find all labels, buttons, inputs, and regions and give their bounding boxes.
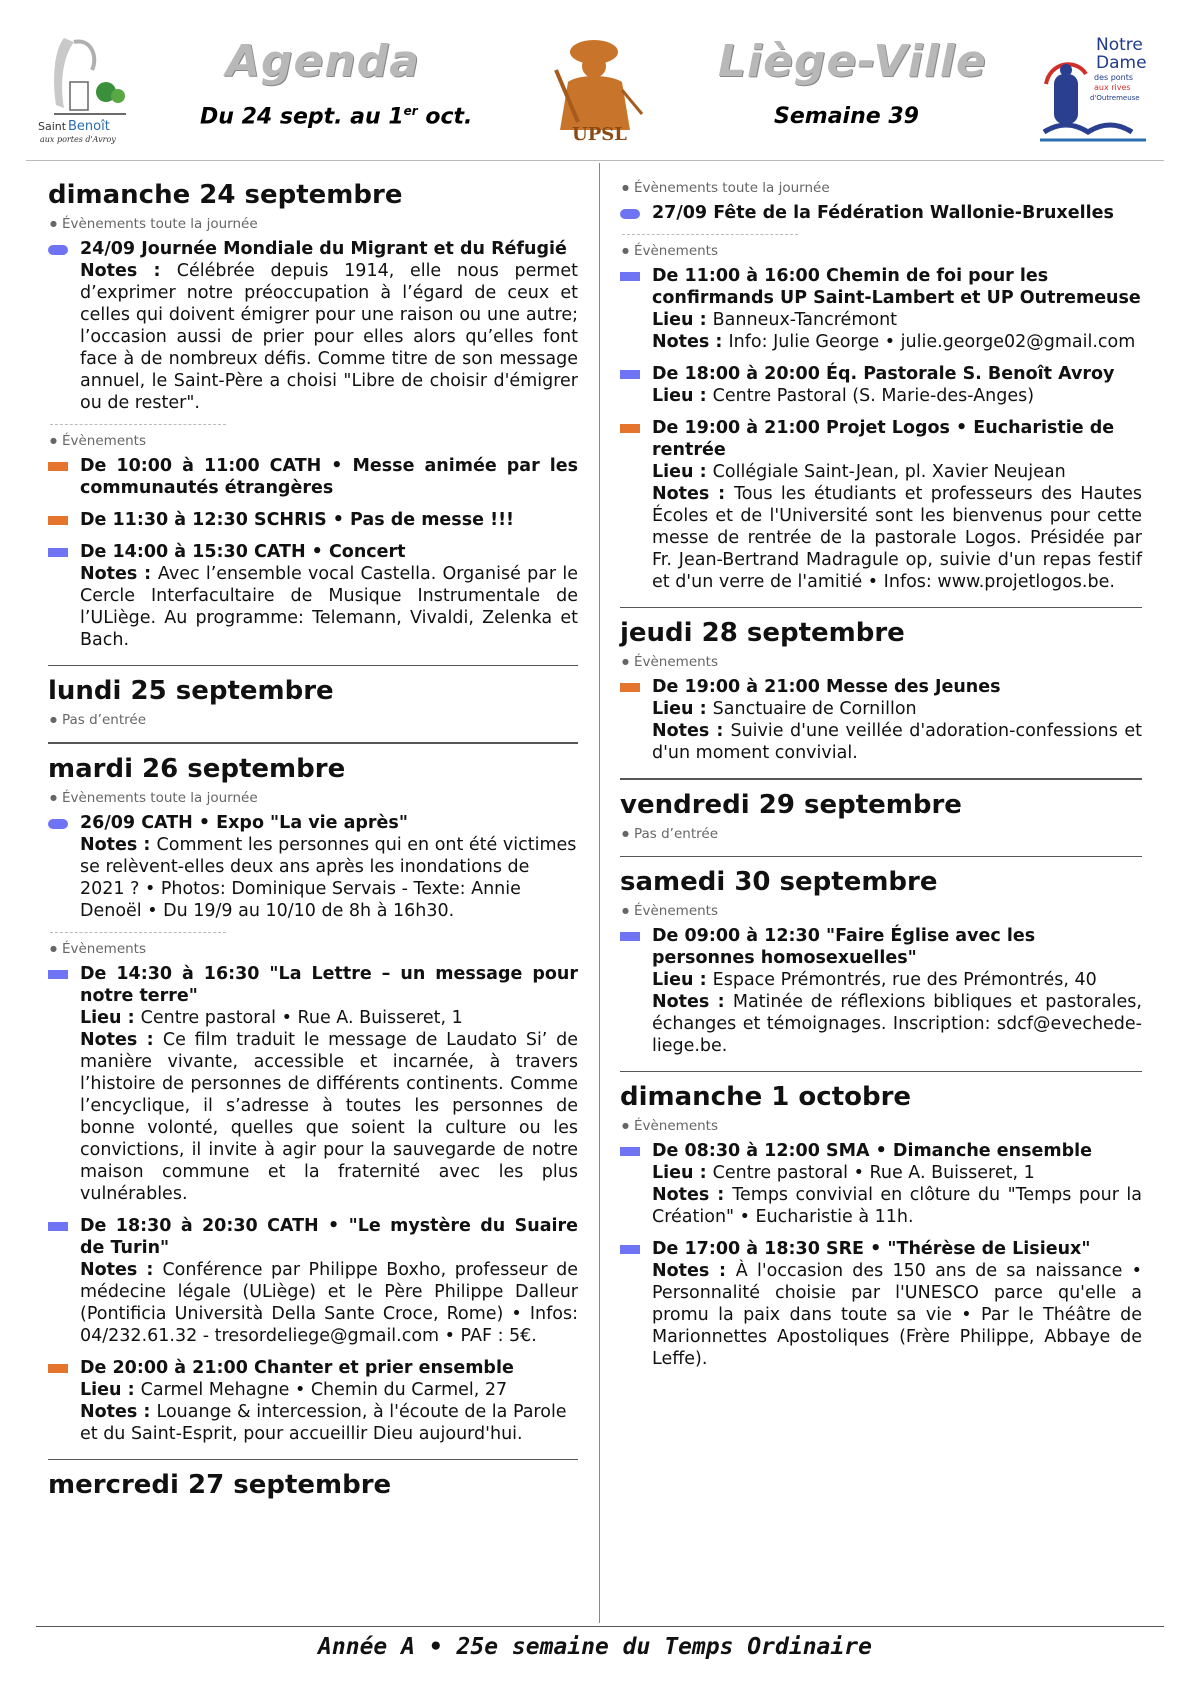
svg-text:Saint: Saint (38, 120, 67, 133)
no-entry-label: ● Pas d’entrée (50, 712, 578, 728)
svg-text:aux rives: aux rives (1094, 83, 1131, 92)
event-notes: Notes : Conférence par Philippe Boxho, professeur de médecine légale (ULiège) et le Père Philippe Dalleur (Pontificia Università Della Sante Croce, Rome) • Infos: 04/232.61.32 - tresordeliege@gmail.com • PAF : 5€. (80, 1259, 578, 1346)
day-divider (620, 1071, 1142, 1072)
event-title: De 19:00 à 21:00 Messe des Jeunes (652, 677, 1001, 698)
event-location: Lieu : Centre Pastoral (S. Marie-des-Anges) (652, 386, 1035, 406)
event-marker-icon (620, 1147, 640, 1156)
event-notes: Notes : À l'occasion des 150 ans de sa naissance • Personnalité choisie par l'UNESCO parce qu'elle a promu la paix dans toute sa vie • Par le Théâtre de Marionnettes Apostoliques (Frère Philippe, Abbaye de Leffe). (652, 1261, 1142, 1370)
event-notes: Notes : Comment les personnes qui en ont été victimes se relèvent-elles deux ans après les inondations de 2021 ? • Photos: Dominique Servais - Texte: Annie Denoël • Du 19/9 au 10/10 de 8h à 16h30. (80, 834, 577, 921)
day-heading: jeudi 28 septembre (620, 618, 905, 649)
event-notes: Notes : Célébrée depuis 1914, elle nous permet d’exprimer notre préoccupation à l’égard de ceux et celles qui doivent émigrer pour une raison ou une autre; l’occasion aussi de prier pour elles alors qu’elles font face à de nombreux défis. Comme titre de son message annuel, le Saint-Père a choisi "Libre de choisir d'émigrer ou de rester". (80, 261, 578, 413)
upsl-logo (538, 30, 650, 145)
event-title: 26/09 CATH • Expo "La vie après" (80, 812, 408, 833)
event-title: De 08:30 à 12:00 SMA • Dimanche ensemble (652, 1141, 1092, 1162)
section-label: ● Évènements (622, 1118, 1142, 1134)
day-heading: dimanche 24 septembre (48, 180, 403, 210)
event-item[interactable] (620, 202, 1142, 224)
svg-text:des ponts: des ponts (1094, 73, 1134, 82)
event-marker-icon (48, 970, 68, 979)
event-location: Lieu : Centre pastoral • Rue A. Buisseret, 1 (652, 1163, 1035, 1184)
event-marker-icon (620, 370, 640, 379)
day-heading: mardi 26 septembre (48, 753, 346, 784)
event-item[interactable] (48, 1215, 578, 1347)
event-location: Lieu : Carmel Mehagne • Chemin du Carmel, 27 (80, 1379, 508, 1400)
day-divider (48, 742, 578, 743)
event-marker-icon (620, 272, 640, 281)
section-label: ● Évènements toute la journée (622, 180, 1142, 196)
event-location: Lieu : Collégiale Saint-Jean, pl. Xavier Neujean (652, 462, 1066, 482)
city-title: Liège-Ville (718, 36, 987, 87)
week-number: Semaine 39 (774, 104, 919, 129)
event-notes: Notes : Temps convivial en clôture du "Temps pour la Création" • Eucharistie à 11h. (652, 1185, 1142, 1228)
event-marker-icon (620, 932, 640, 941)
allday-marker-icon (620, 209, 640, 219)
event-title: 27/09 Fête de la Fédération Wallonie-Bruxelles (652, 203, 1114, 223)
section-label: ● Évènements (622, 654, 1142, 670)
event-item[interactable] (620, 925, 1142, 1057)
event-item[interactable] (620, 1238, 1142, 1370)
svg-text:Notre: Notre (1096, 35, 1143, 55)
event-item[interactable] (48, 812, 578, 922)
dashed-divider (50, 424, 226, 425)
event-notes: Notes : Suivie d'une veillée d'adoration-confessions et d'un moment convivial. (652, 721, 1142, 764)
event-location: Lieu : Banneux-Tancrémont (652, 310, 898, 330)
event-title: De 11:30 à 12:30 SCHRIS • Pas de messe !!! (80, 510, 515, 530)
allday-marker-icon (48, 245, 68, 255)
day-divider (620, 778, 1142, 779)
event-item[interactable] (620, 676, 1142, 764)
event-notes: Notes : Info: Julie George • julie.george02@gmail.com (652, 332, 1136, 352)
section-label: ● Évènements (622, 903, 1142, 919)
event-title: De 20:00 à 21:00 Chanter et prier ensemble (80, 1357, 514, 1378)
day-heading: dimanche 1 octobre (620, 1082, 912, 1113)
saint-benoit-logo (34, 30, 134, 148)
event-notes: Notes : Tous les étudiants et professeurs des Hautes Écoles et de l'Université sont les bienvenus pour cette messe de rentrée de la pastorale Logos. Présidée par Fr. Jean-Bertrand Madragule op, suivie d'un repas festif et d'un verre de l'amitié • Infos: www.projetlogos.be. (652, 484, 1142, 592)
event-marker-icon (48, 1222, 68, 1231)
event-location: Lieu : Espace Prémontrés, rue des Prémontrés, 40 (652, 969, 1097, 990)
event-title: De 14:00 à 15:30 CATH • Concert (80, 542, 406, 562)
svg-text:Benoît: Benoît (68, 119, 110, 134)
section-label: ● Évènements toute la journée (50, 216, 578, 232)
event-marker-icon (620, 1245, 640, 1254)
event-title: De 18:00 à 20:00 Éq. Pastorale S. Benoît Avroy (652, 364, 1115, 384)
event-item[interactable] (620, 1140, 1142, 1228)
left-column (48, 170, 578, 1506)
event-item[interactable] (48, 1357, 578, 1445)
day-divider (48, 1459, 578, 1460)
event-item[interactable] (48, 509, 578, 531)
day-heading: lundi 25 septembre (48, 676, 334, 707)
dashed-divider (50, 932, 226, 933)
event-marker-icon (48, 516, 68, 525)
event-notes: Notes : Ce film traduit le message de Laudato Si’ de manière vivante, accessible et incarnée, à travers l’histoire de personnes de différents continents. Comme l’encyclique, il s’adresse à toutes les personnes de bonne volonté, quelles que soient la culture ou les convictions, il invite à agir pour la sauvegarde de notre maison commune et la fraternité avec les plus vulnérables. (80, 1029, 578, 1204)
event-location: Lieu : Sanctuaire de Cornillon (652, 699, 917, 720)
header-divider (26, 160, 1164, 161)
no-entry-label: ● Pas d’entrée (622, 826, 1142, 842)
day-divider (620, 856, 1142, 857)
svg-text:d'Outremeuse: d'Outremeuse (1090, 94, 1140, 102)
event-title: De 10:00 à 11:00 CATH • Messe animée par les communautés étrangères (80, 456, 578, 498)
event-notes: Notes : Louange & intercession, à l'écoute de la Parole et du Saint-Esprit, pour accueillir Dieu aujourd'hui. (80, 1401, 567, 1444)
event-marker-icon (48, 462, 68, 471)
event-item[interactable] (48, 541, 578, 651)
day-heading: samedi 30 septembre (620, 866, 938, 897)
event-title: De 17:00 à 18:30 SRE • "Thérèse de Lisieux" (652, 1239, 1091, 1260)
event-title: De 09:00 à 12:30 "Faire Église avec les personnes homosexuelles" (652, 925, 1036, 968)
event-title: De 18:30 à 20:30 CATH • "Le mystère du Suaire de Turin" (80, 1215, 578, 1258)
day-divider (620, 607, 1142, 608)
event-marker-icon (48, 548, 68, 557)
svg-text:aux portes d'Avroy: aux portes d'Avroy (40, 135, 116, 144)
section-label: ● Évènements (50, 941, 578, 957)
column-divider (599, 163, 600, 1623)
event-item[interactable] (620, 363, 1142, 407)
event-marker-icon (620, 424, 640, 433)
notre-dame-logo (1036, 34, 1156, 152)
footer-liturgical-year: Année A • 25e semaine du Temps Ordinaire (318, 1634, 872, 1660)
header (0, 0, 1190, 160)
footer-divider (36, 1626, 1164, 1627)
section-label: ● Évènements (622, 243, 1142, 259)
event-marker-icon (620, 683, 640, 692)
day-heading: mercredi 27 septembre (48, 1469, 392, 1500)
event-item[interactable] (48, 455, 578, 499)
section-label: ● Évènements (50, 433, 578, 449)
day-heading: vendredi 29 septembre (620, 789, 962, 820)
day-divider (48, 665, 578, 666)
right-column (620, 172, 1142, 1380)
event-item[interactable] (620, 417, 1142, 593)
date-range: Du 24 sept. au 1er oct. (200, 104, 473, 130)
event-marker-icon (48, 1364, 68, 1373)
svg-text:UPSL: UPSL (572, 124, 627, 145)
agenda-title: Agenda (226, 36, 420, 87)
event-title: De 14:30 à 16:30 "La Lettre – un message pour notre terre" (80, 963, 578, 1006)
event-item[interactable] (48, 238, 578, 414)
event-item[interactable] (620, 265, 1142, 353)
dashed-divider (622, 234, 798, 235)
section-label: ● Évènements toute la journée (50, 790, 578, 806)
event-title: De 19:00 à 21:00 Projet Logos • Eucharistie de rentrée (652, 418, 1115, 460)
event-notes: Notes : Avec l’ensemble vocal Castella. Organisé par le Cercle Interfacultaire de Musique Instrumentale de l’ULiège. Au programme: Telemann, Vivaldi, Zelenka et Bach. (80, 564, 578, 650)
event-location: Lieu : Centre pastoral • Rue A. Buisseret, 1 (80, 1007, 463, 1028)
svg-text:Dame: Dame (1096, 53, 1147, 73)
event-notes: Notes : Matinée de réflexions bibliques et pastorales, échanges et témoignages. Inscription: sdcf@evechede-liege.be. (652, 991, 1142, 1056)
allday-marker-icon (48, 819, 68, 829)
event-title: De 11:00 à 16:00 Chemin de foi pour les confirmands UP Saint-Lambert et UP Outremeuse (652, 266, 1141, 308)
event-title: 24/09 Journée Mondiale du Migrant et du Réfugié (80, 239, 567, 259)
event-item[interactable] (48, 963, 578, 1205)
